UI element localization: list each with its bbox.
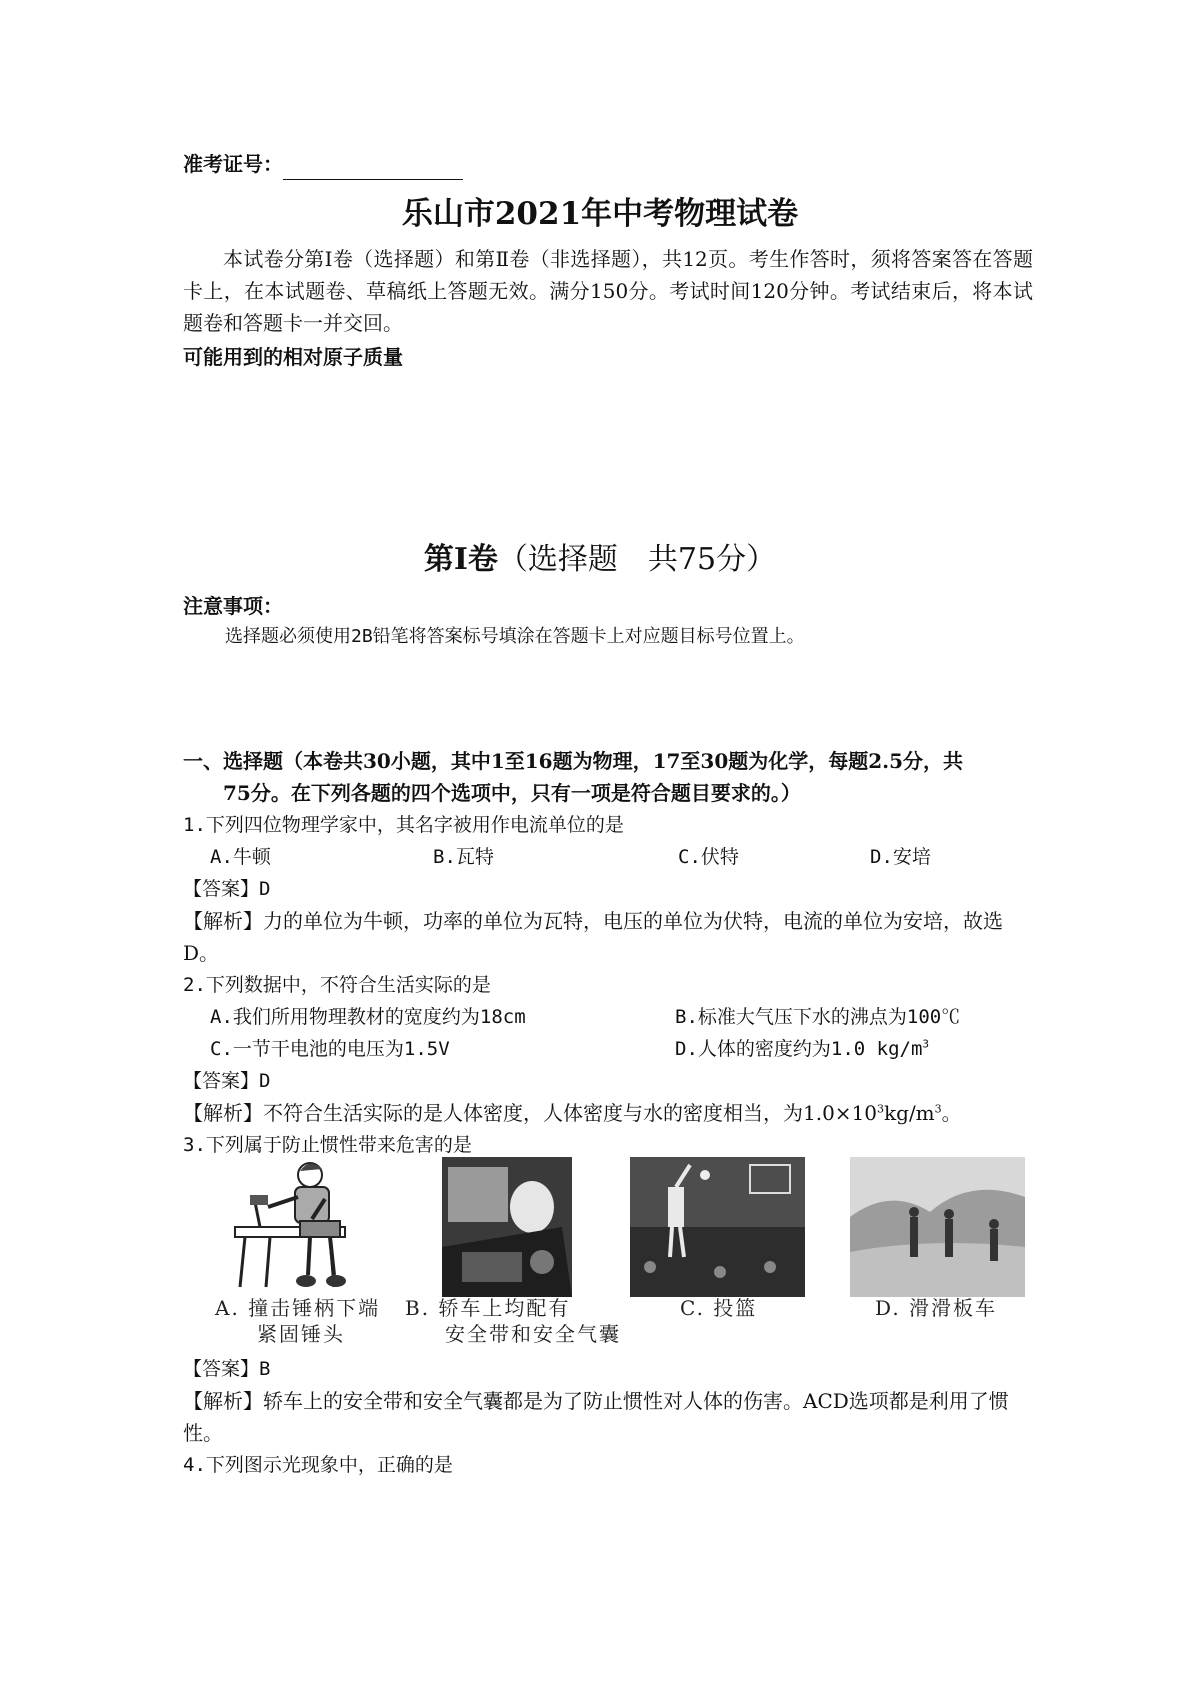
q2-option-d-sup: 3 (922, 1037, 930, 1051)
question-2-stem: 2.下列数据中，不符合生活实际的是 (183, 974, 491, 996)
q2-analysis-sup1: 3 (877, 1102, 885, 1116)
question-1-analysis: 【解析】力的单位为牛顿，功率的单位为瓦特，电压的单位为伏特，电流的单位为安培，故选D。 (183, 909, 1003, 965)
skateboard-photo (850, 1157, 1025, 1297)
notes-text: 选择题必须使用2B铅笔将答案标号填涂在答题卡上对应题目标号位置上。 (225, 626, 805, 647)
atomic-mass-heading: 可能用到的相对原子质量 (183, 345, 403, 369)
q2-option-c: C.一节干电池的电压为1.5V (210, 1038, 450, 1060)
section-one-subtitle: （选择题 共75分） (497, 542, 777, 577)
q3-caption-b-line2: 安全带和安全气囊 (445, 1322, 621, 1346)
q3-caption-a (215, 1295, 380, 1347)
section-one-title (0, 534, 1200, 578)
q3-caption-a-line2: 紧固锤头 (257, 1322, 345, 1346)
question-2-answer: 【答案】D (183, 1070, 271, 1092)
q2-option-b: B.标准大气压下水的沸点为100℃ (675, 1006, 961, 1028)
question-3-analysis: 【解析】轿车上的安全带和安全气囊都是为了防止惯性对人体的伤害。ACD选项都是利用了惯性。 (183, 1389, 1009, 1445)
part-one-heading-line1: 一、选择题（本卷共30小题，其中1至16题为物理，17至30题为化学，每题2.5分，共 (183, 749, 964, 773)
q3-caption-a-line1: A. 撞击锤柄下端 (215, 1296, 381, 1320)
q2-option-a: A.我们所用物理教材的宽度约为18cm (210, 1006, 526, 1028)
part-one-heading (183, 745, 1033, 809)
q1-option-d: D.安培 (870, 846, 931, 868)
q1-option-b: B.瓦特 (433, 846, 494, 868)
basketball-photo (630, 1157, 805, 1297)
hammer-illustration (230, 1157, 375, 1297)
section-one-label: 第Ⅰ卷 (423, 542, 498, 577)
exam-title: 乐山市2021年中考物理试卷 (401, 196, 799, 232)
q1-option-c: C.伏特 (678, 846, 739, 868)
q2-analysis-part3: 。 (941, 1101, 962, 1125)
q3-caption-d: D. 滑滑板车 (875, 1296, 998, 1320)
question-3-answer: 【答案】B (183, 1358, 271, 1380)
question-2-analysis (183, 1097, 1033, 1129)
q2-option-d-text: D.人体的密度约为1.0 kg/m (675, 1038, 923, 1060)
question-3-stem: 3.下列属于防止惯性带来危害的是 (183, 1134, 472, 1156)
car-airbag-photo (442, 1157, 572, 1297)
question-1-stem: 1.下列四位物理学家中，其名字被用作电流单位的是 (183, 814, 624, 836)
question-3-figures (210, 1157, 1030, 1307)
ticket-number-row (183, 148, 1033, 180)
q1-option-a: A.牛顿 (210, 846, 271, 868)
question-1-answer: 【答案】D (183, 878, 271, 900)
exam-instructions: 本试卷分第Ⅰ卷（选择题）和第Ⅱ卷（非选择题），共12页。考生作答时，须将答案答在答题卡上，在本试题卷、草稿纸上答题无效。满分150分。考试时间120分钟。考试结束后，将本试题卷和答题卡一并交回。 (183, 247, 1033, 335)
question-4-stem: 4.下列图示光现象中，正确的是 (183, 1454, 453, 1476)
notes-heading: 注意事项： (183, 594, 283, 618)
part-one-heading-line2: 75分。在下列各题的四个选项中，只有一项是符合题目要求的。） (223, 781, 801, 805)
ticket-number-blank[interactable] (283, 157, 463, 180)
q2-analysis-part2: kg/m (884, 1101, 935, 1125)
q2-option-d (675, 1033, 929, 1065)
q2-analysis-sup2: 3 (934, 1102, 942, 1116)
q3-caption-c: C. 投篮 (680, 1296, 758, 1320)
q3-caption-b (405, 1295, 621, 1347)
q3-caption-b-line1: B. 轿车上均配有 (405, 1296, 571, 1320)
q2-analysis-part1: 【解析】不符合生活实际的是人体密度，人体密度与水的密度相当，为1.0×10 (183, 1101, 878, 1125)
ticket-number-label: 准考证号： (183, 152, 283, 176)
